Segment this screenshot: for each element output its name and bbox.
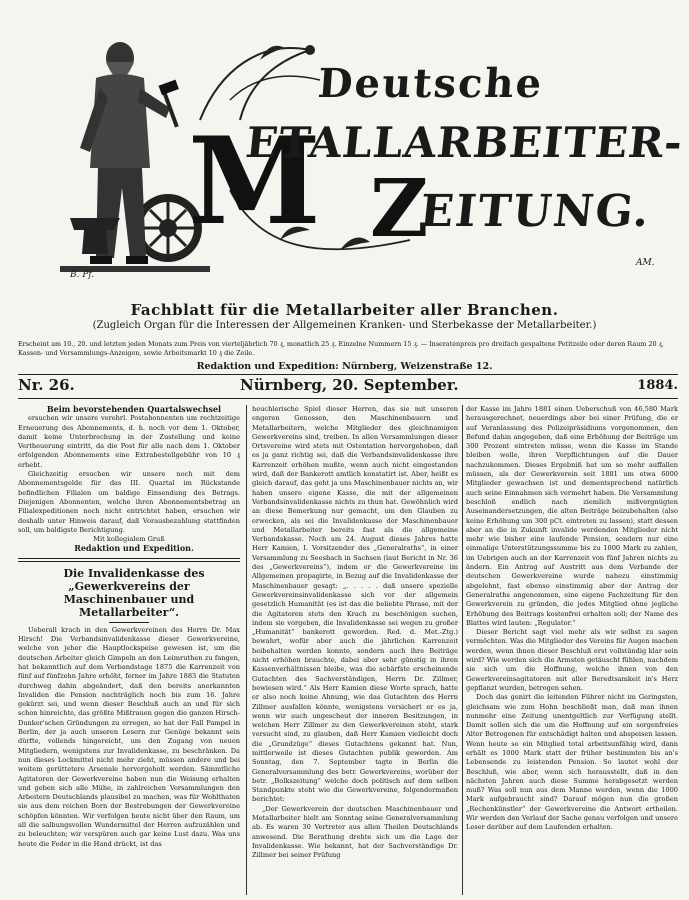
column-separator-2 (462, 405, 463, 895)
issue-year: 1884. (637, 378, 678, 393)
title-underline (109, 622, 149, 623)
notice-signoff: Redaktion und Expedition. (74, 543, 194, 554)
rule-top (18, 374, 678, 375)
article-quote: „Der Gewerkverein der deutschen Maschinenbauer und Metallarbeiter hielt am Sonntag seine Generalversammlung ab. Es waren 30 Vertreter aus allen Theilen Deutschlands anwesend. Die Berathung drehte sich um die Lage der Invalidenkasse. Wie bekannt, hat der Sachverständige Dr. Zillmer bei seiner Prüfung (252, 804, 458, 860)
column-1 (18, 405, 240, 895)
article-quote-continued: der Kasse im Jahre 1881 einen Ueberschuß von 46,580 Mark herausgerechnet, neuerdings aber bei einer Prüfung, die er auf Veranlassung des Polizeipräsidiums vorgenommen, den Befund dahin angegeben, daß eine Erhöhung der Beiträge um 300 Prozent eintreten müsse, wenn die Kasse im Stande bleiben wolle, ihren Verpflichtungen auf die Dauer nachzukommen. Dieses Ergebniß hat um so mehr auffallen müssen, als der Gewerkverein seit 1881 um etwa 6000 Mitglieder gewachsen ist und dementsprechend natürlich auch seine Einnahmen sich vermehrt haben. Die Versammlung beschloß endlich nach ziemlich mißvergnügten Auseinandersetzungen, die alten Beiträge beizubehalten (also keine Erhöhung um 300 pCt. eintreten zu lassen), statt dessen aber an die in Zukunft invalide werdenden Mitglieder nicht mehr wie bisher eine laufende Pension, sondern nur eine einmalige Unterstützungssumme bis zu 1000 Mark zu zahlen, im Uebrigen auch an der Karrenzeit von fünf Jahren nichts zu ändern. Ein Antrag auf Austritt aus dem Verbande der deutschen Gewerkvereine wurde nahezu einstimmig abgelehnt, fast ebenso einstimmig aber der Antrag der Generalraths angenommen, eine eigene Fachzeitung für den Gewerkverein zu gründen, die jedes Mitglied ohne jegliche Erhöhung des Beitrags kostenfrei erhalten soll; der Name des Blattes wird lauten: „Regulator.“ (466, 405, 678, 627)
editorial-address: Redaktion und Expedition: Nürnberg, Weizenstraße 12. (196, 361, 493, 372)
title-metallarbeiter: ETALLARBEITER- (243, 118, 686, 167)
issue-number: Nr. 26. (18, 376, 75, 394)
artist-mark: AM. (636, 258, 655, 268)
issue-date: Nürnberg, 20. September. (240, 376, 459, 394)
article-paragraph: Ueberall krach in den Gewerkvereinen des Herrn Dr. Max Hirsch! Die Verbandsinvalidenkasse dieser Gewerkvereine, welche von jeher die Hauptlockspeise gewesen ist, um die deutschen Arbeiter gleich Gimpeln an den Leimruthen zu fangen, hat bekanntlich auf dem Verbandstage 1875 die Karrenzeit von fünf auf fünfzehn Jahre erhöht, ferner im Jahre 1883 die Statuten durchweg dahin abgeändert, daß den bereits anerkannten Invaliden die Pension nachträglich noch bis zum 16. Jahre gekürzt sei, und wenn dieser Beschluß auch an und für sich schon hinreichte, das größte Mißtrauen gegen die ganzen Hirsch-Dunker'schen Gründungen zu erregen, so hat der Fall Pampel in Berlin, der ja auch unseren Lesern zur Genüge bekannt sein dürfte, vollends hingereicht, um den Zugang von neuen Mitgliedern, wenigstens zur Invalidenkasse, zu beschränken. Da nun dieses Lockmittel nicht mehr zieht, müssen andere und bei weitem gerüttetere Arsenale hervorgeholt werden. Sämmtliche Agitatoren der Gewerkvereine haben nun die Weisung erhalten und geben sich alle Mühe, in zahlreichen Versammlungen den Arbeitern Deutschlands plausibel zu machen, was für Wohlthaten sie aus dem reichen Born der Bestrebungen der Gewerkvereine schöpfen könnten. Wir verfolgen heute nicht über den Raum, um all die salbungsvollen Wundermittel der Herren aufzuzählen und zu beleuchten; wir verspüren auch gar keine Lust dazu. Was uns heute die Feder in die Hand drückt, ist das (18, 625, 240, 848)
article-paragraph-2: Dieser Bericht sagt viel mehr als wir selbst zu sagen vermöchten. Was die Mitglieder des Vereins für Augen machen werden, wenn ihnen dieser Beschluß erst vollständig klar sein wird? Wie werden sich die Armsten getäuscht fühlen, nachdem sie sich um die Hoffnung, welche ihnen von den Gewerkvereinsagitatoren mit aller Beredtsamkeit in's Herz gepflanzt wurden, betrogen sehen. (466, 628, 678, 692)
issue-line (18, 376, 678, 396)
column-separator-1 (246, 405, 247, 895)
article-paragraph-3: Doch das genirt die leitenden Führer nicht im Geringsten, gleichsam wie zum Hohn beschließt man, daß man ihnen nunmehr eine Zeitung unentgeltlich zur Verfügung stellt. Damit sollen sich die um die Hoffnung auf ein sorgenfreies Alter Betrogenen für entschädigt halten und abspeisen lassen. Wenn heute so ein Mitglied total arbeitsunfähig wird, dann erhält es 1000 Mark statt der früher bestimmten bis an's Lebensende zu leistenden Pension. So lautet wohl der Beschluß, wie aber, wenn sich herausstellt, daß in den nächsten Jahren auch diese Summe herabgesetzt werden muß? Was soll nun aus dem Manne werden, wenn die 1000 Mark aufgebraucht sind? Darauf mögen nun die großen „Rechenkünstler“ der Gewerkvereine die Antwort ertheilen. Wir werden den Verlauf der Sache genau verfolgen und unsere Leser darüber auf dem Laufenden erhalten. (466, 693, 678, 832)
article-title: Die Invalidenkasse des „Gewerkvereins der Maschinenbauer und Metallarbeiter“. (63, 566, 205, 619)
notice-greeting: Mit kollegialem Gruß (93, 535, 165, 544)
title-deutsche: Deutsche (316, 60, 545, 107)
title-initial-z: Z (370, 161, 429, 255)
title-initial-m: M (188, 111, 321, 252)
title-zeitung: EITUNG. (417, 186, 654, 237)
article-paragraph-continued: heuchlerische Spiel dieser Herren, das sie mit unseren engeren Genossen, den Maschinenbauern und Metallarbeitern, welche Mitglieder des gleichnamigen Gewerkvereins sind, treiben. In allen Versammlungen dieser Ortsvereine wird stets mit Ostentation hervorgehoben, daß es ja ganz richtig sei, daß die Verbandsinvalidenkasse ihre Karrenzeit erhöhen mußte, wenn auch nicht eingestanden wird, daß der Bankerott amtlich konstatirt ist. Aber, heißt es gleich darauf, das geht ja uns Maschinenbauer nichts an, wir haben unsere eigene Kasse, die mit der allgemeinen Verbandsinvalidenkasse nichts zu thun hat. Gewöhnlich wird an diese Bemerkung nur gemacht, um den Glauben zu erwecken, als sei die Invalidenkasse der Maschinenbauer und Metallarbeiter bereits fast als die allgemeine Verbandskasse. Noch am 24. August dieses Jahres hatte Herr Kamien, I. Vorsitzender des „Generalraths“, in einer Versammlung zu Seesbach in Sachsen (laut Bericht in Nr. 36 des „Gewerkvereins“), indem er die Gewerkvereine im Allgemeinen propagirte, in Bezug auf die Invalidenkasse der Maschinenbauer gesagt: „. . . . . daß unsere spezielle Gewerkvereinsinvalidenkasse sich vor der allgemein gesetzlich Humanität (es ist das die beliebte Phrase, mit der die Agitatoren stets den Krach zu beschönigen suchen, indem sie vorgeben, die Invalidenkasse sei wegen zu großer „Humanität“ bankerott geworden. Red. d. Met.-Ztg.) bewahrt, wofür aber auch die jährlichen Karrenzeit beibehalten werden konnte, sondern auch ihre Beiträge nicht erhöhen brauchte, dabei aber sehr günstig in ihren Kassenverhältnissen bleibe, was die schärfste erscheinende Gutachten des Sachverständigen, Herrn Dr. Zillmer, bewiesen wird.“ Als Herr Kamien diese Worte sprach, hatte er also noch keine Ahnung, wie das Gutachten des Herrn Zillmer ausfallen könnte, wenigstens versichert er es ja, wenn wir auch ungescheut der inneren Besitzungen, in welchen Herr Zillmer zu den Gewerkvereinen steht, stark versucht sind, zu glauben, daß Herr Kamien vielleicht doch die „Grundzüge“ dieses Gutachtens gekannt hat. Nun, mittlerweile ist dieses Gutachten publik geworden. Am Sonntag, den 7. September tagte in Berlin die Generalversammlung des betr. Gewerkvereins, worüber der betr. „Bolkszeitung“ welche doch politisch auf dem selben Standpunkte steht wie die Gewerkvereine, folgendermaßen berichtet: (252, 405, 458, 804)
notice-paragraph: ersuchen wir unsere verehrl. Postabonnenten um rechtzeitige Erneuerung des Abonnements, d. h. noch vor dem 1. Oktober, damit keine Unterbrechung in der Zustellung und keine Vertheuerung eintritt, da die Post für alle nach dem 1. Oktober erfolgenden Abonnements eine Extrabestellgebühr von 10 ₰ erhebt. (18, 414, 240, 469)
section-divider (18, 558, 240, 562)
artist-signature: B. Pf. (70, 270, 95, 280)
subtitle-organ: (Zugleich Organ für die Interessen der Allgemeinen Kranken- und Sterbekasse der Metallarbeiter.) (92, 320, 597, 331)
notice-paragraph-2: Gleichzeitig ersuchen wir unsere noch mit dem Abonnementsgelde für das III. Quartal im Rückstande befindlichen Filialen um baldige Einsendung des Betrags. Diejenigen Abonnenten, welche ihren Abonnementsbetrag an Filialexpeditionen noch nicht entrichtet haben, ersuchen wir deshalb unter Hinweis darauf, daß Vorausbezahlung stattfinden soll, um baldigste Berichtigung. (18, 470, 240, 534)
subtitle-main: Fachblatt für die Metallarbeiter aller Branchen. (130, 301, 559, 319)
column-3 (466, 405, 678, 895)
publication-info: Erscheint am 10., 20. und letzten jeden Monats zum Preis von vierteljährlich 70 ₰, monatlich 25 ₰. Einzelne Nummern 15 ₰. — Inseratenpreis pro dreifach gespaltene Petitzeile oder deren Raum 20 ₰, Kassen- und Versammlungs-Anzeigen, sowie Arbeitsmarkt 10 ₰ die Zeile. (18, 340, 664, 357)
notice-heading: Beim bevorstehenden Quartalswechsel (46, 405, 222, 414)
rule-bottom (18, 398, 678, 399)
column-2 (252, 405, 458, 895)
masthead (0, 0, 689, 300)
